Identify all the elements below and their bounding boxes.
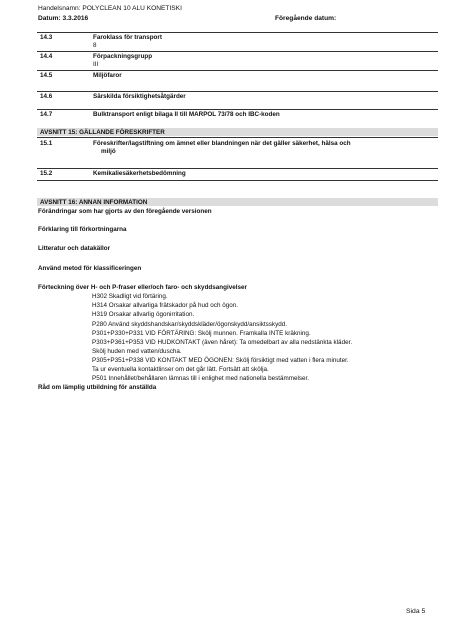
method-heading: Använd metod för klassificeringen — [38, 265, 142, 272]
literature-heading: Litteratur och datakällor — [38, 245, 111, 252]
phrases-heading: Förteckning över H- och P-fraser eller/och faro- och skyddsangivelser — [38, 284, 247, 291]
phrase-p501: P501 Innehållet/behållaren lämnas till i enlighet med nationella bestämmelser. — [92, 375, 310, 382]
row-14-3-value: 8 — [93, 42, 97, 49]
row-15-2-title: Kemikaliesäkerhetsbedömning — [93, 170, 186, 177]
row-14-4-number: 14.4 — [40, 53, 53, 60]
phrase-p280: P280 Använd skyddshandskar/skyddskläder/ögonskydd/ansiktsskydd. — [92, 321, 287, 328]
row-15-1-number: 15.1 — [40, 140, 53, 147]
row-14-5-number: 14.5 — [40, 72, 53, 79]
row-15-2-number: 15.2 — [40, 170, 53, 177]
row-15-1-title-line2: miljö — [101, 148, 116, 155]
row-14-5-title: Miljöfaror — [93, 72, 122, 79]
abbreviations-heading: Förklaring till förkortningarna — [38, 226, 127, 233]
row-14-6-title: Särskilda försiktighetsåtgärder — [93, 93, 186, 100]
phrase-h314: H314 Orsakar allvarliga frätskador på hud och ögon. — [92, 302, 238, 309]
training-heading: Råd om lämplig utbildning för anställda — [38, 384, 157, 391]
phrase-p301: P301+P330+P331 VID FÖRTÄRING: Skölj munnen. Framkalla INTE kräkning. — [92, 330, 311, 337]
row-14-3-number: 14.3 — [40, 34, 53, 41]
section-16-header — [37, 198, 438, 206]
phrase-p305: P305+P351+P338 VID KONTAKT MED ÖGONEN: Skölj försiktigt med vatten i flera minuter. — [92, 357, 349, 364]
row-14-4-value: III — [93, 61, 99, 68]
section-15-title: AVSNITT 15: GÄLLANDE FÖRESKRIFTER — [40, 128, 165, 136]
section-16-title: AVSNITT 16: ANNAN INFORMATION — [40, 198, 148, 206]
phrase-p305-cont: Ta ur eventuella kontaktlinser om det går lätt. Fortsätt att skölja. — [92, 366, 269, 373]
product-name: Handelsnamn: POLYCLEAN 10 ALU KONETISKI — [38, 5, 182, 12]
phrase-h302: H302 Skadligt vid förtäring. — [92, 293, 168, 300]
row-14-3-title: Faroklass för transport — [93, 34, 162, 41]
phrase-h319: H319 Orsakar allvarlig ögonirritation. — [92, 311, 195, 318]
phrase-p303-cont: Skölj huden med vatten/duscha. — [92, 348, 182, 355]
row-14-7-number: 14.7 — [40, 111, 53, 118]
row-14-4-title: Förpackningsgrupp — [93, 53, 153, 60]
previous-date: Föregående datum: — [275, 15, 337, 22]
document-date: Datum: 3.3.2016 — [38, 15, 89, 22]
page-number: Sida 5 — [406, 608, 426, 615]
row-15-1-title-line1: Föreskrifter/lagstiftning om ämnet eller blandningen när det gäller säkerhet, hälsa och — [93, 140, 351, 147]
changes-heading: Förändringar som har gjorts av den föregående versionen — [38, 208, 212, 215]
phrase-p303: P303+P361+P353 VID HUDKONTAKT (även håret): Ta omedelbart av alla nedstänkta kläder. — [92, 339, 353, 346]
row-14-6-number: 14.6 — [40, 93, 53, 100]
row-14-7-title: Bulktransport enligt bilaga II till MARPOL 73/78 och IBC-koden — [93, 111, 280, 118]
section-15-header — [37, 128, 438, 136]
